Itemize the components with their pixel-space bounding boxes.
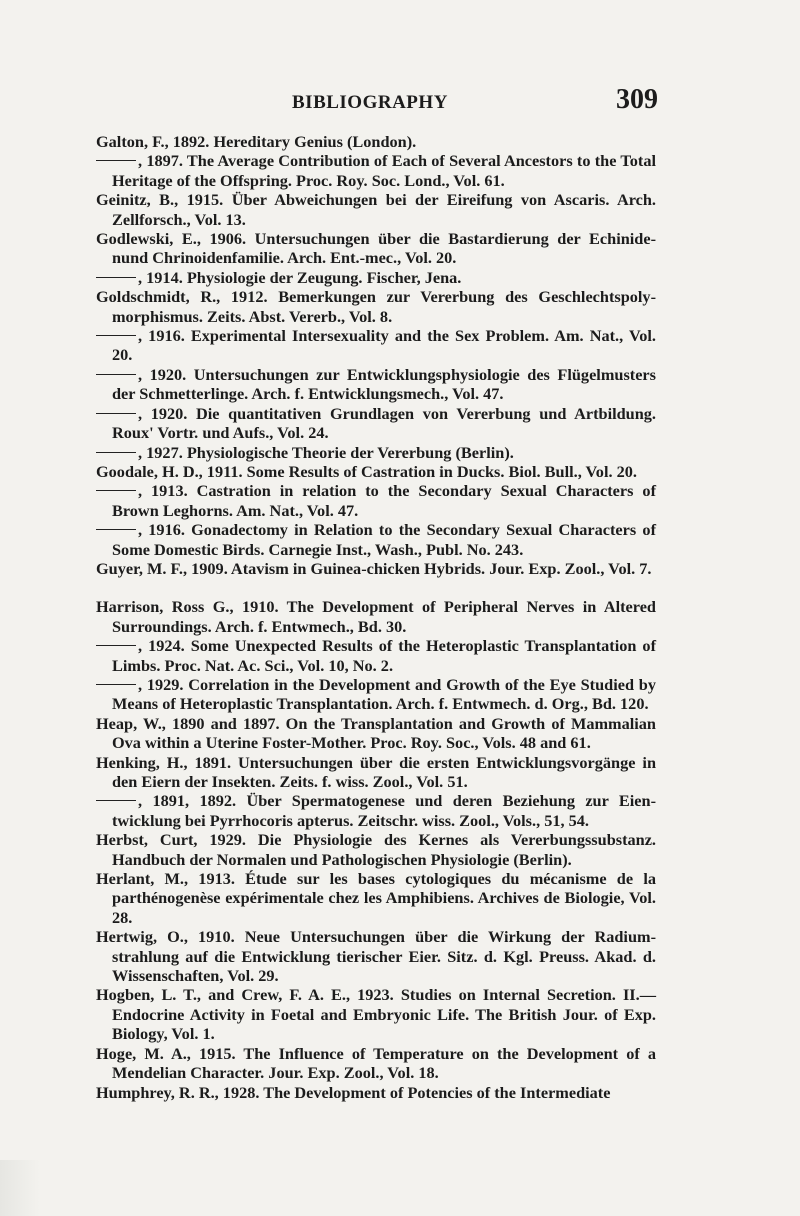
bibliography-entry (96, 559, 656, 578)
bibliography-entry (96, 443, 656, 462)
entry-text: , 1897. The Average Contribution of Each of Several Ancestors to the Total Heritage of the Offspring. Proc. Roy. Soc. Lond., Vol. 61. (112, 151, 656, 190)
entry-text: , 1927. Physiologische Theorie der Vererbung (Berlin). (138, 442, 514, 462)
entry-text: Herlant, M., 1913. Étude sur les bases cytologiques du mécanisme de la parthénogenèse expérimentale chez les Amphibiens. Archives de Biologie, Vol. 28. (96, 869, 656, 927)
repeat-author-dash (96, 800, 136, 801)
entry-text: Goodale, H. D., 1911. Some Results of Castration in Ducks. Biol. Bull., Vol. 20. (96, 461, 637, 481)
repeat-author-dash (96, 413, 136, 414)
bibliography-entry (96, 597, 656, 636)
repeat-author-dash (96, 529, 136, 530)
repeat-author-dash (96, 335, 136, 336)
bibliography-entry (96, 462, 656, 481)
entry-text: , 1916. Gonadectomy in Relation to the Secondary Sexual Characters of Some Domestic Birds. Carnegie Inst., Wash., Publ. No. 243. (112, 520, 656, 559)
bibliography-entry (96, 1083, 656, 1102)
bibliography-entry (96, 481, 656, 520)
repeat-author-dash (96, 684, 136, 685)
bibliography-list (96, 132, 656, 1102)
bibliography-entry (96, 132, 656, 151)
entry-text: , 1924. Some Unexpected Results of the Heteroplastic Transplantation of Limbs. Proc. Nat. Ac. Sci., Vol. 10, No. 2. (112, 636, 656, 675)
entry-text: Hoge, M. A., 1915. The Influence of Temperature on the Development of a Mendelian Character. Jour. Exp. Zool., Vol. 18. (96, 1043, 656, 1083)
bibliography-entry (96, 791, 656, 830)
bibliography-entry (96, 1044, 656, 1083)
bibliography-entry (96, 190, 656, 229)
bibliography-entry (96, 927, 656, 985)
group-spacer (96, 578, 656, 597)
scan-edge (0, 1160, 40, 1216)
bibliography-entry (96, 229, 656, 268)
bibliography-group-h (96, 597, 656, 1102)
entry-text: , 1916. Experimental Intersexuality and the Sex Problem. Am. Nat., Vol. 20. (112, 326, 656, 365)
entry-text: Herbst, Curt, 1929. Die Physiologie des Kernes als Vererbungssubstanz. Handbuch der Normalen und Pathologischen Physiologie (Berlin). (96, 830, 656, 869)
page-header (0, 84, 800, 124)
entry-text: , 1920. Untersuchungen zur Entwicklungsphysiologie des Flügelmusters der Schmetterlinge. Arch. f. Entwicklungsmech., Vol. 47. (112, 364, 656, 404)
bibliography-group-g (96, 132, 656, 578)
running-title: BIBLIOGRAPHY (292, 92, 448, 113)
entry-text: Hertwig, O., 1910. Neue Untersuchungen über die Wirkung der Radium-strahlung auf die Entwicklung tierischer Eier. Sitz. d. Kgl. Preuss. Akad. d. Wissenschaften, Vol. 29. (96, 927, 656, 986)
bibliography-entry (96, 287, 656, 326)
entry-text: , 1913. Castration in relation to the Secondary Sexual Characters of Brown Leghorns. Am. Nat., Vol. 47. (112, 481, 656, 520)
entry-text: Humphrey, R. R., 1928. The Development of Potencies of the Intermediate (96, 1082, 611, 1102)
bibliography-entry (96, 520, 656, 559)
entry-text: Geinitz, B., 1915. Über Abweichungen bei der Eireifung von Ascaris. Arch. Zellforsch., Vol. 13. (96, 190, 656, 229)
entry-text: Harrison, Ross G., 1910. The Development of Peripheral Nerves in Altered Surroundings. Arch. f. Entwmech., Bd. 30. (96, 597, 656, 636)
repeat-author-dash (96, 277, 136, 278)
bibliography-entry (96, 636, 656, 675)
repeat-author-dash (96, 374, 136, 375)
repeat-author-dash (96, 452, 136, 453)
bibliography-entry (96, 985, 656, 1043)
entry-text: , 1891, 1892. Über Spermatogenese und deren Beziehung zur Eien-twicklung bei Pyrrhocoris apterus. Zeitschr. wiss. Zool., Vols., 51, 54. (112, 791, 656, 830)
entry-text: Guyer, M. F., 1909. Atavism in Guinea-chicken Hybrids. Jour. Exp. Zool., Vol. 7. (96, 558, 652, 578)
bibliography-entry (96, 675, 656, 714)
entry-text: , 1920. Die quantitativen Grundlagen von Vererbung und Artbildung. Roux' Vortr. und Aufs., Vol. 24. (112, 403, 656, 443)
bibliography-entry (96, 326, 656, 365)
page-number: 309 (616, 84, 658, 115)
entry-text: Galton, F., 1892. Hereditary Genius (London). (96, 132, 417, 151)
entry-text: Henking, H., 1891. Untersuchungen über die ersten Entwicklungsvorgänge in den Eiern der Insekten. Zeits. f. wiss. Zool., Vol. 51. (96, 752, 656, 791)
entry-text: Goldschmidt, R., 1912. Bemerkungen zur Vererbung des Geschlechtspoly-morphismus. Zeits. Abst. Vererb., Vol. 8. (96, 287, 656, 326)
entry-text: , 1929. Correlation in the Development and Growth of the Eye Studied by Means of Heteroplastic Transplantation. Arch. f. Entwmech. d. Org., Bd. 120. (112, 674, 656, 714)
bibliography-entry (96, 714, 656, 753)
bibliography-entry (96, 151, 656, 190)
bibliography-entry (96, 830, 656, 869)
entry-text: Heap, W., 1890 and 1897. On the Transplantation and Growth of Mammalian Ova within a Uterine Foster-Mother. Proc. Roy. Soc., Vols. 48 and 61. (96, 713, 656, 753)
bibliography-entry (96, 753, 656, 792)
entry-text: Hogben, L. T., and Crew, F. A. E., 1923. Studies on Internal Secretion. II.—Endocrine Activity in Foetal and Embryonic Life. The British Jour. of Exp. Biology, Vol. 1. (96, 985, 656, 1044)
bibliography-entry (96, 404, 656, 443)
bibliography-entry (96, 268, 656, 287)
repeat-author-dash (96, 160, 136, 161)
entry-text: Godlewski, E., 1906. Untersuchungen über die Bastardierung der Echinide-nund Chrinoidenfamilie. Arch. Ent.-mec., Vol. 20. (96, 229, 656, 268)
repeat-author-dash (96, 490, 136, 491)
bibliography-entry (96, 869, 656, 927)
entry-text: , 1914. Physiologie der Zeugung. Fischer, Jena. (138, 267, 462, 287)
bibliography-entry (96, 365, 656, 404)
repeat-author-dash (96, 645, 136, 646)
